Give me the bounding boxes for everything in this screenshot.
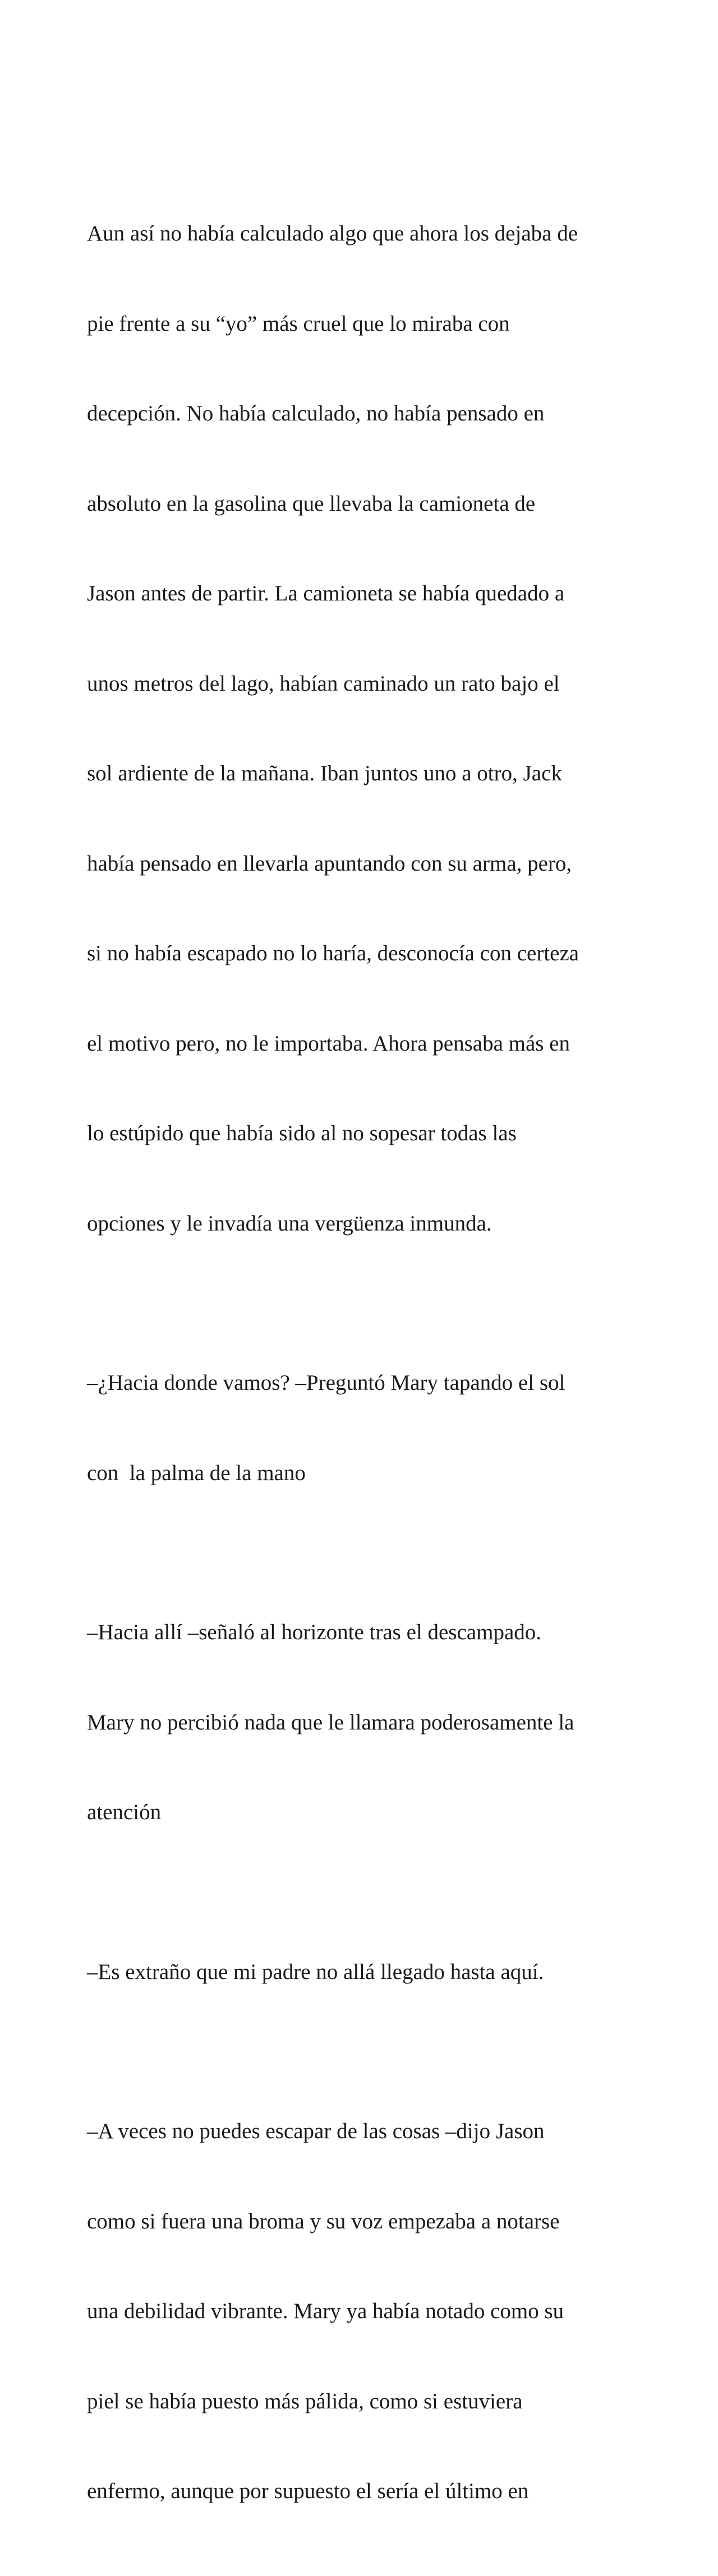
paragraph-3 <box>87 1557 637 1888</box>
text-line: absoluto en la gasolina que llevaba la camioneta de <box>87 491 536 516</box>
text-line: Aun así no había calculado algo que ahora los dejaba de <box>87 221 578 246</box>
page-text <box>87 159 637 2576</box>
text-line: opciones y le invadía una vergüenza inmunda. <box>87 1211 492 1236</box>
text-line: el motivo pero, no le importaba. Ahora pensaba más en <box>87 1031 570 1056</box>
text-line: Jason antes de partir. La camioneta se había quedado a <box>87 581 565 605</box>
paragraph-4 <box>87 1897 637 2047</box>
text-line: una debilidad vibrante. Mary ya había notado como su <box>87 2299 564 2323</box>
paragraph-2 <box>87 1308 637 1548</box>
text-line: lo estúpido que había sido al no sopesar todas las <box>87 1121 517 1145</box>
text-line: piel se había puesto más pálida, como si estuviera <box>87 2389 523 2413</box>
text-line: había pensado en llevarla apuntando con su arma, pero, <box>87 851 572 876</box>
text-line: –Es extraño que mi padre no allá llegado hasta aquí. <box>87 1959 544 1984</box>
text-line: –¿Hacia donde vamos? –Preguntó Mary tapando el sol <box>87 1371 565 1395</box>
text-line: decepción. No había calculado, no había pensado en <box>87 401 545 426</box>
text-line: si no había escapado no lo haría, desconocía con certeza <box>87 941 579 965</box>
text-line: enfermo, aunque por supuesto el sería el último en <box>87 2479 529 2503</box>
text-line: Mary no percibió nada que le llamara poderosamente la <box>87 1710 574 1735</box>
text-line: como si fuera una broma y su voz empezaba a notarse <box>87 2209 560 2233</box>
text-line: sol ardiente de la mañana. Iban juntos uno a otro, Jack <box>87 761 562 785</box>
text-line: unos metros del lago, habían caminado un rato bajo el <box>87 671 560 696</box>
paragraph-5 <box>87 2056 637 2566</box>
text-line: –A veces no puedes escapar de las cosas –dijo Jason <box>87 2119 545 2143</box>
text-line: atención <box>87 1800 162 1824</box>
text-line: con la palma de la mano <box>87 1460 306 1485</box>
text-line: –Hacia allí –señaló al horizonte tras el descampado. <box>87 1620 542 1644</box>
text-line: pie frente a su “yo” más cruel que lo miraba con <box>87 311 510 336</box>
paragraph-1 <box>87 159 637 1298</box>
